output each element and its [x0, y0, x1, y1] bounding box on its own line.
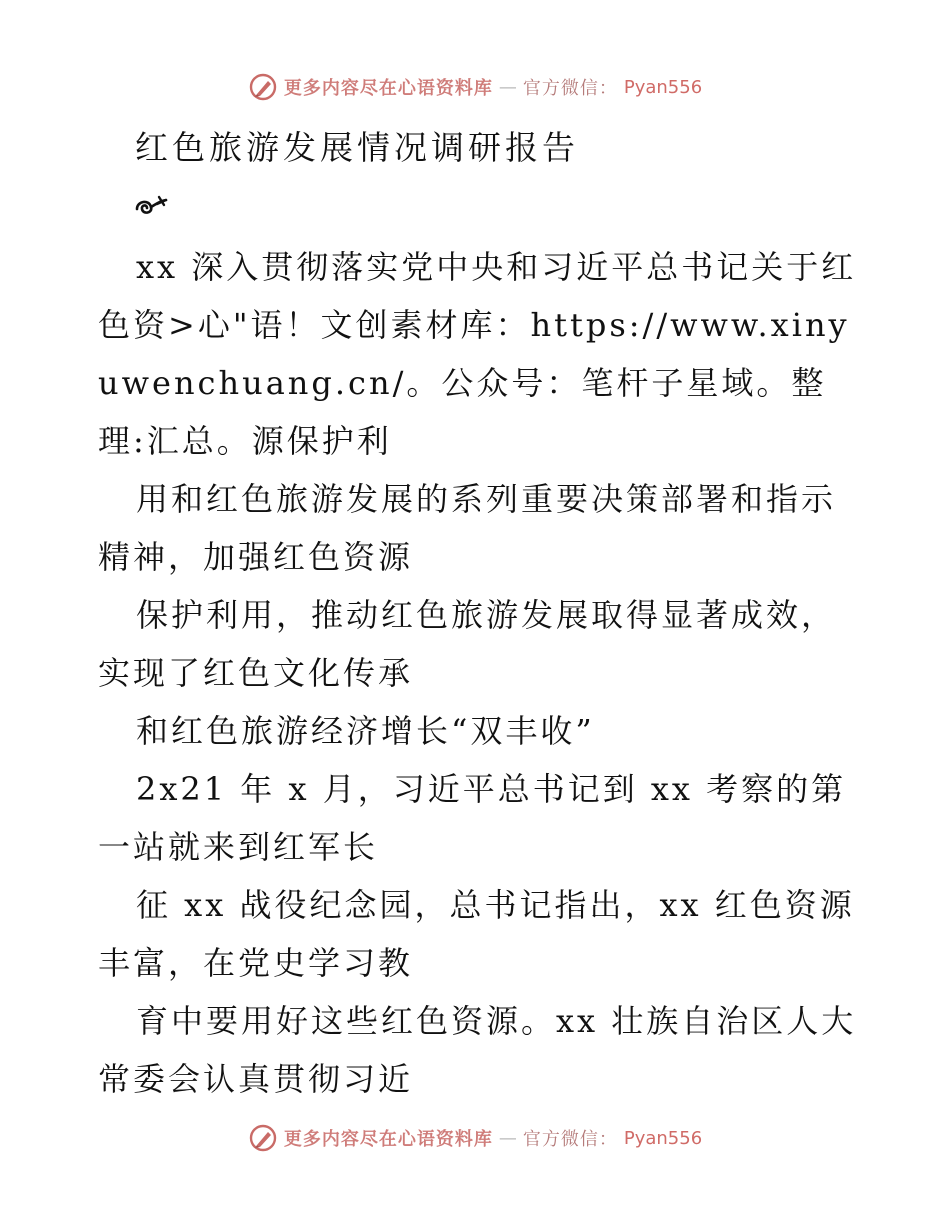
watermark-dash: —: [498, 76, 517, 98]
header-watermark-banner: [0, 72, 950, 102]
decorative-swirl-icon: [133, 193, 171, 219]
document-body: [98, 238, 858, 1108]
watermark-handle: Pyan556: [623, 1127, 703, 1149]
watermark-dash: —: [498, 1127, 517, 1149]
watermark-wechat-label: 官方微信：: [522, 1129, 618, 1150]
body-paragraph: 保护利用，推动红色旅游发展取得显著成效，实现了红色文化传承: [98, 596, 837, 692]
body-paragraph: 用和红色旅游发展的系列重要决策部署和指示精神，加强红色资源: [98, 480, 837, 576]
pen-logo-icon: [248, 1123, 278, 1153]
body-paragraph: 和红色旅游经济增长“双丰收”: [136, 712, 595, 750]
pen-logo-icon: [248, 72, 278, 102]
document-title: 红色旅游发展情况调研报告: [135, 128, 579, 167]
watermark-wechat-label: 官方微信：: [522, 78, 618, 99]
watermark-main-text: 更多内容尽在心语资料库: [283, 1129, 493, 1150]
footer-watermark-banner: [0, 1123, 950, 1153]
watermark-main-text: 更多内容尽在心语资料库: [283, 78, 493, 99]
body-paragraph: 2x21 年 x 月，习近平总书记到 xx 考察的第一站就来到红军长: [98, 770, 847, 866]
body-paragraph: xx 深入贯彻落实党中央和习近平总书记关于红色资>心"语！文创素材库：https://www.xinyuwenchuang.cn/。公众号：笔杆子星域。整理:汇总。源保护利: [98, 248, 857, 460]
body-paragraph: 育中要用好这些红色资源。xx 壮族自治区人大常委会认真贯彻习近: [98, 1002, 857, 1098]
body-paragraph: 征 xx 战役纪念园，总书记指出，xx 红色资源丰富，在党史学习教: [98, 886, 855, 982]
watermark-handle: Pyan556: [623, 76, 703, 98]
